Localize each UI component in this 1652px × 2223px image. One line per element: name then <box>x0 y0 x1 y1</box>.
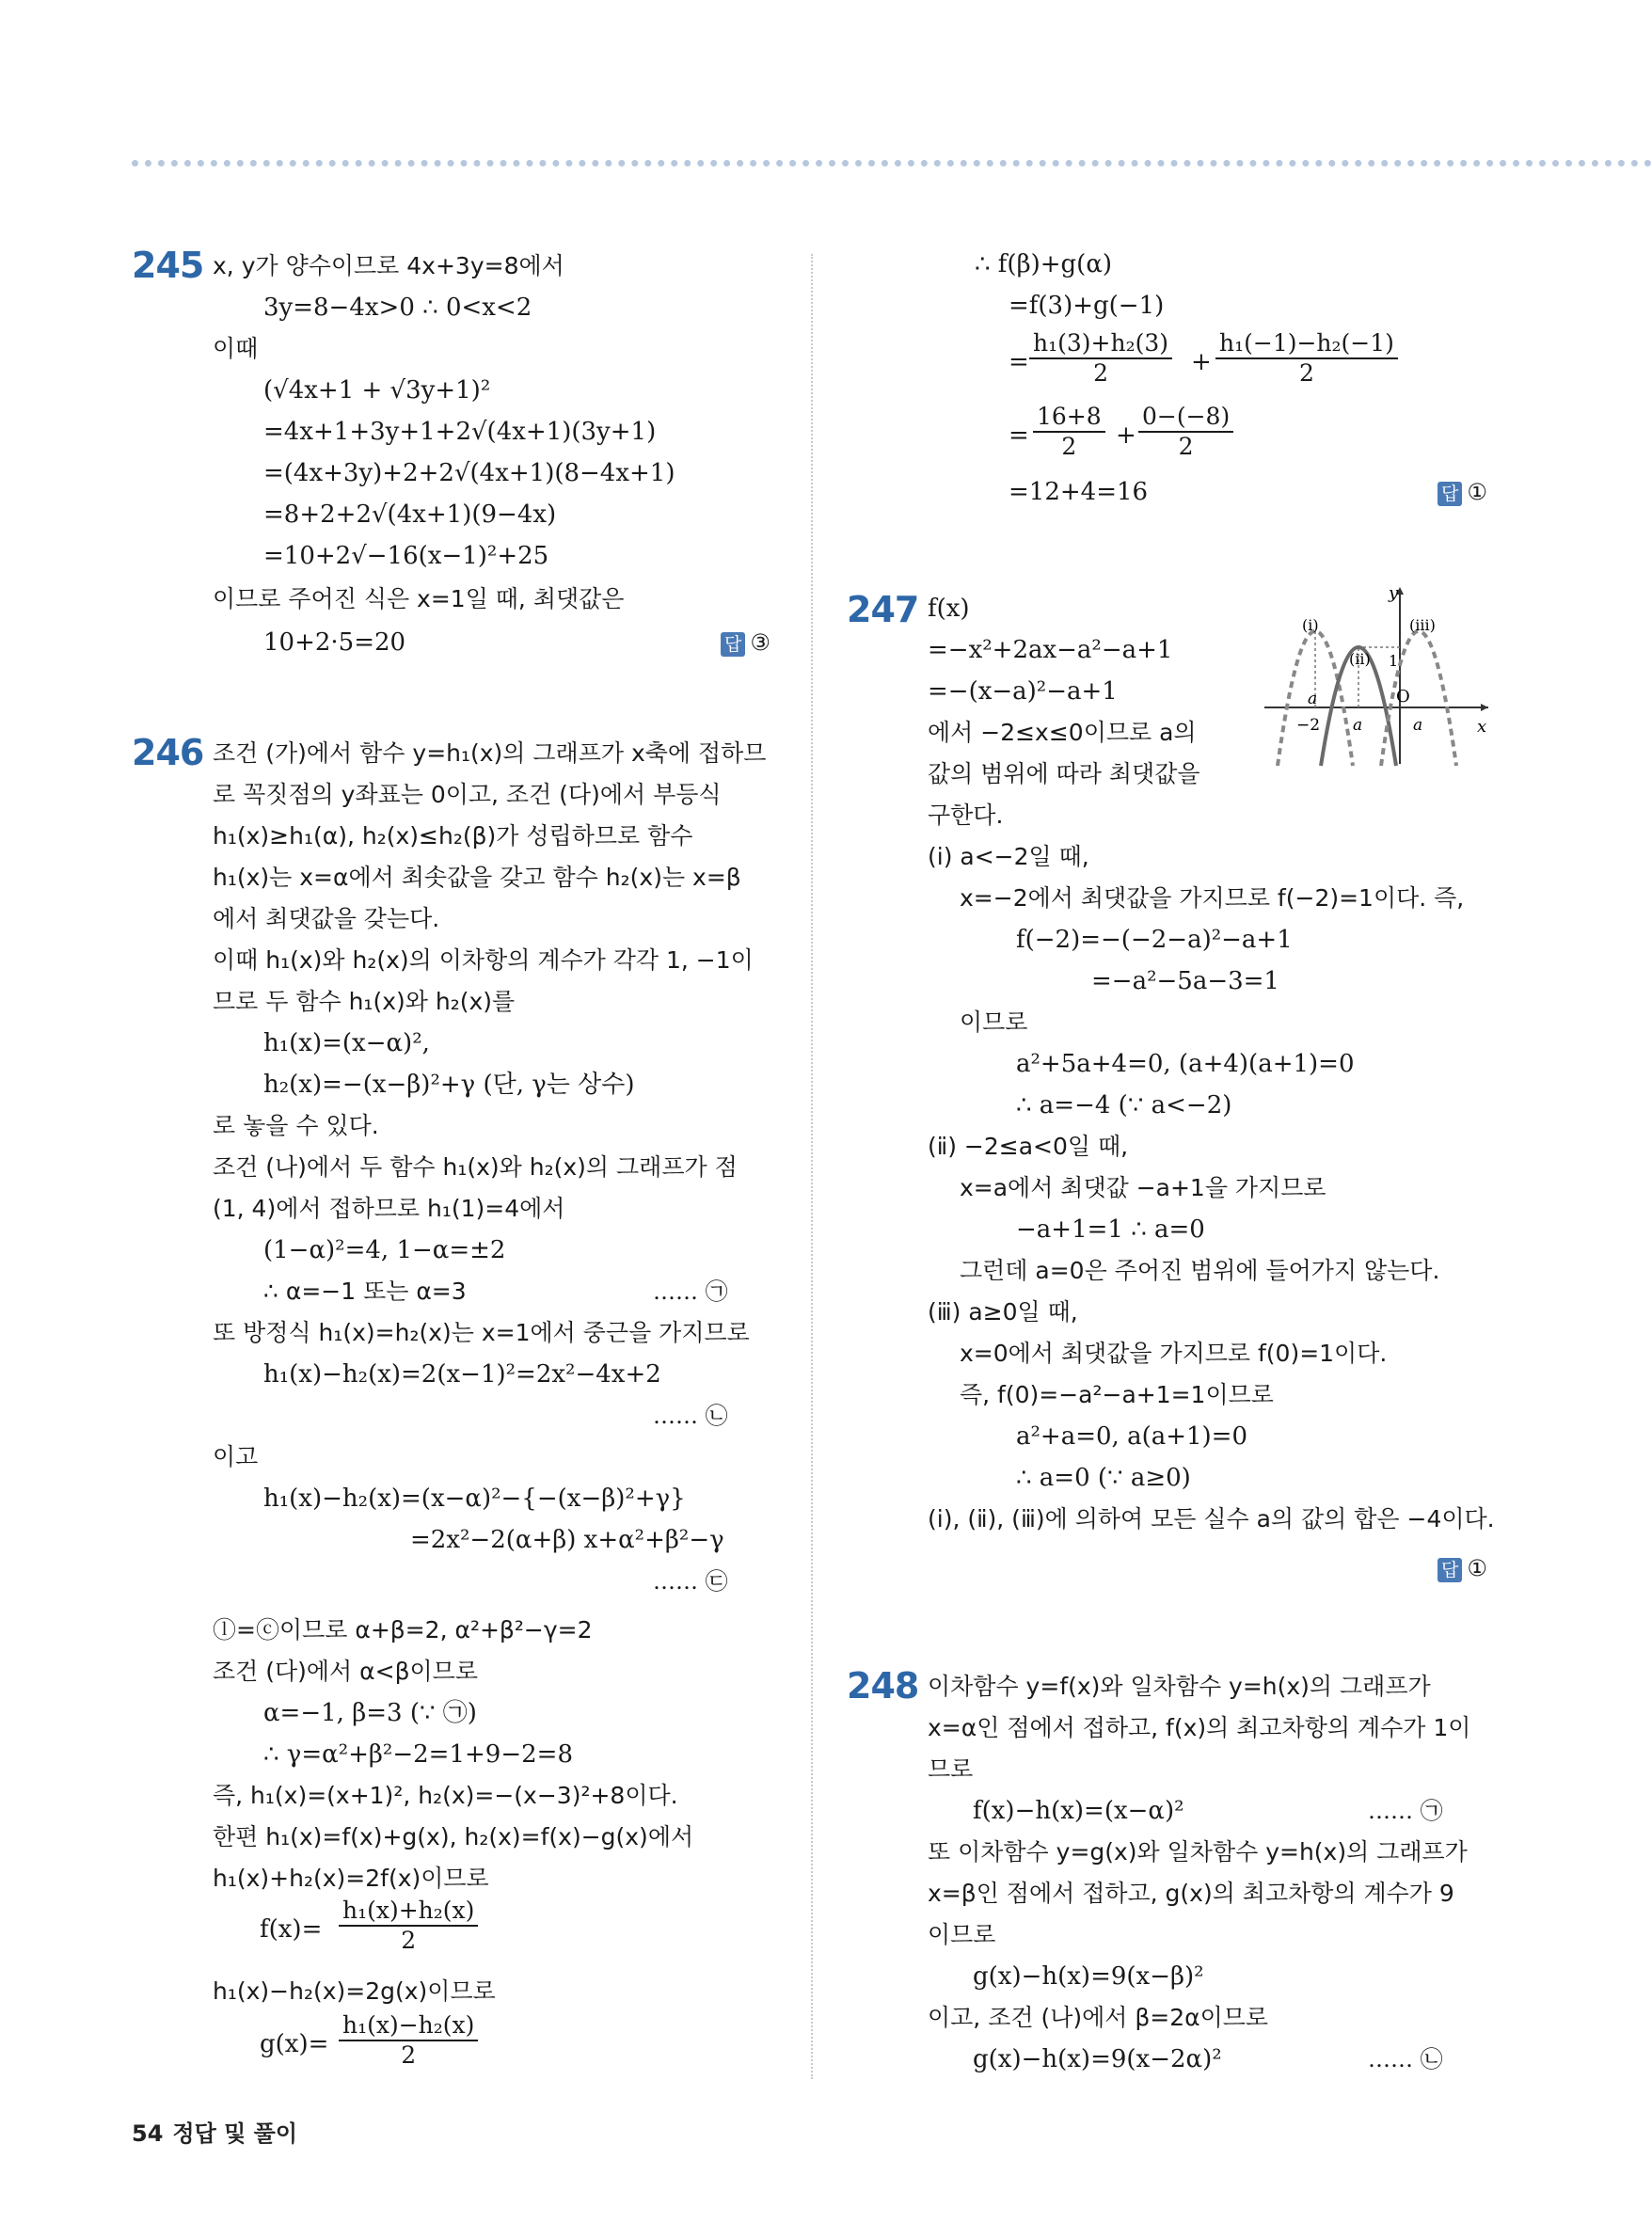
solution-line: 3y=8−4x>0 ∴ 0<x<2 <box>263 294 532 322</box>
equation-marker: …… ㉡ <box>653 1403 728 1429</box>
tick-label: a <box>1308 690 1318 708</box>
fraction-denominator: 2 <box>1093 359 1108 387</box>
column-divider <box>811 254 813 2079</box>
solution-line: x=0에서 최댓값을 가지므로 f(0)=1이다. <box>960 1340 1388 1367</box>
solution-line: =(4x+3y)+2+2√(4x+1)(8−4x+1) <box>263 459 675 487</box>
solution-line: 한편 h₁(x)=f(x)+g(x), h₂(x)=f(x)−g(x)에서 <box>213 1823 694 1850</box>
fraction-denominator: 2 <box>1061 433 1077 460</box>
solution-line: −a+1=1 ∴ a=0 <box>1016 1215 1205 1244</box>
solution-line: =−a²−5a−3=1 <box>1091 967 1279 995</box>
solution-line: 즉, h₁(x)=(x+1)², h₂(x)=−(x−3)²+8이다. <box>213 1782 678 1809</box>
solution-line: =8+2+2√(4x+1)(9−4x) <box>263 500 557 529</box>
solution-line: g(x)−h(x)=9(x−β)² <box>973 1962 1204 1991</box>
solution-line: 조건 (다)에서 α<β이므로 <box>213 1658 478 1685</box>
answer-247 <box>1438 1554 1487 1582</box>
solution-line: 이고, 조건 (나)에서 β=2α이므로 <box>928 2004 1269 2031</box>
answer-value: ③ <box>750 629 770 656</box>
fraction-denominator: 2 <box>401 1927 417 1954</box>
solution-line: 므로 <box>928 1755 974 1783</box>
solution-line: ∴ a=0 (∵ a≥0) <box>1016 1464 1191 1492</box>
solution-line: h₁(x)는 x=α에서 최솟값을 갖고 함수 h₂(x)는 x=β <box>213 864 741 891</box>
solution-line: h₁(x)−h₂(x)=2g(x)이므로 <box>213 1977 496 2005</box>
case-label: (ⅱ) <box>1349 650 1371 668</box>
solution-line: =10+2√−16(x−1)²+25 <box>263 542 549 570</box>
solution-line: h₁(x)≥h₁(α), h₂(x)≤h₂(β)가 성립하므로 함수 <box>213 822 693 850</box>
solution-line: 조건 (가)에서 함수 y=h₁(x)의 그래프가 x축에 접하므 <box>213 739 767 767</box>
solution-line: =−(x−a)²−a+1 <box>928 677 1118 706</box>
fraction-numerator: 0−(−8) <box>1138 403 1233 433</box>
solution-line: 로 꼭짓점의 y좌표는 0이고, 조건 (다)에서 부등식 <box>213 781 722 808</box>
fraction-g <box>339 2011 478 2070</box>
fraction <box>1029 329 1172 388</box>
solution-line: g(x)−h(x)=9(x−2α)² <box>973 2045 1222 2073</box>
solution-line: (ⅱ) −2≤a<0일 때, <box>928 1133 1129 1160</box>
fraction-denominator: 2 <box>1178 433 1194 460</box>
solution-line: 즉, f(0)=−a²−a+1=1이므로 <box>960 1381 1274 1408</box>
answer-value: ① <box>1467 1555 1487 1581</box>
fraction-numerator: h₁(x)+h₂(x) <box>339 1897 478 1927</box>
solution-line: 조건 (나)에서 두 함수 h₁(x)와 h₂(x)의 그래프가 점 <box>213 1153 738 1181</box>
solution-line: 에서 −2≤x≤0이므로 a의 <box>928 719 1197 746</box>
solution-line: h₁(x)−h₂(x)=2(x−1)²=2x²−4x+2 <box>263 1360 661 1389</box>
fraction-numerator: h₁(x)−h₂(x) <box>339 2011 478 2041</box>
solution-line: x=β인 점에서 접하고, g(x)의 최고차항의 계수가 9 <box>928 1880 1454 1907</box>
page-footer <box>132 2115 297 2148</box>
solution-line: ∴ γ=α²+β²−2=1+9−2=8 <box>263 1740 573 1769</box>
fraction-numerator: h₁(−1)−h₂(−1) <box>1215 329 1398 359</box>
solution-line: (ⅲ) a≥0일 때, <box>928 1298 1078 1326</box>
problem-number-248: 248 <box>847 1665 919 1707</box>
solution-line: 이므로 <box>960 1008 1028 1036</box>
solution-line: 또 이차함수 y=g(x)와 일차함수 y=h(x)의 그래프가 <box>928 1838 1468 1866</box>
fraction <box>1215 329 1398 388</box>
solution-line: (ⅰ) a<−2일 때, <box>928 843 1089 870</box>
equals-sign: = <box>1009 348 1029 376</box>
solution-line: x=a에서 최댓값 −a+1을 가지므로 <box>960 1174 1326 1201</box>
solution-line: =4x+1+3y+1+2√(4x+1)(3y+1) <box>263 418 657 446</box>
fraction <box>1033 403 1105 461</box>
tick-label: a <box>1353 716 1363 735</box>
solution-line: (ⅰ), (ⅱ), (ⅲ)에 의하여 모든 실수 a의 값의 합은 −4이다. <box>928 1505 1495 1532</box>
fraction-numerator: 16+8 <box>1033 403 1105 433</box>
solution-line: 10+2·5=20 <box>263 628 406 657</box>
solution-line: x=−2에서 최댓값을 가지므로 f(−2)=1이다. 즉, <box>960 884 1465 912</box>
fraction-denominator: 2 <box>401 2041 417 2069</box>
tick-label: −2 <box>1296 716 1321 735</box>
solution-line: 로 놓을 수 있다. <box>213 1112 379 1139</box>
header-dotted-rule <box>132 160 1652 167</box>
solution-line: (1−α)²=4, 1−α=±2 <box>263 1236 506 1264</box>
solution-line: α=−1, β=3 (∵ ㉠) <box>263 1699 477 1727</box>
answer-246 <box>1438 478 1487 506</box>
solution-line: =f(3)+g(−1) <box>1009 292 1165 320</box>
solution-line: (1, 4)에서 접하므로 h₁(1)=4에서 <box>213 1195 565 1222</box>
plus-sign: + <box>1191 348 1212 376</box>
solution-line: 구한다. <box>928 802 1004 829</box>
plus-sign: + <box>1116 421 1136 450</box>
solution-line: ∴ f(β)+g(α) <box>975 250 1113 278</box>
solution-line: =−x²+2ax−a²−a+1 <box>928 636 1173 664</box>
parabola-graph <box>1259 581 1494 770</box>
fraction-f <box>339 1897 478 1955</box>
equation-marker: …… ㉠ <box>653 1278 728 1305</box>
page-number: 54 <box>132 2120 164 2147</box>
origin-label: O <box>1396 687 1410 707</box>
solution-line: =2x²−2(α+β) x+α²+β²−γ <box>410 1526 724 1554</box>
equation-marker: …… ㉢ <box>653 1568 728 1595</box>
solution-line: 이고 <box>213 1443 259 1470</box>
solution-line: ⓛ=ⓒ이므로 α+β=2, α²+β²−γ=2 <box>213 1616 593 1643</box>
tick-label: a <box>1413 716 1423 735</box>
case-label: (ⅰ) <box>1302 616 1319 634</box>
answer-badge: 답 <box>1438 482 1462 506</box>
solution-line: h₁(x)=(x−α)², <box>263 1029 430 1057</box>
case-label: (ⅲ) <box>1409 616 1436 634</box>
answer-value: ① <box>1467 479 1487 505</box>
solution-line: 므로 두 함수 h₁(x)와 h₂(x)를 <box>213 988 516 1015</box>
tick-label: 1 <box>1389 652 1399 670</box>
solution-line: =12+4=16 <box>1009 478 1149 506</box>
x-axis-label: x <box>1477 717 1487 737</box>
solution-line: x, y가 양수이므로 4x+3y=8에서 <box>213 252 564 279</box>
fraction-lhs: f(x)= <box>260 1915 323 1944</box>
solution-line: h₂(x)=−(x−β)²+γ (단, γ는 상수) <box>263 1071 635 1099</box>
solution-line: h₁(x)−h₂(x)=(x−α)²−{−(x−β)²+γ} <box>263 1485 686 1513</box>
solution-line: ∴ a=−4 (∵ a<−2) <box>1016 1091 1232 1119</box>
solution-line: 에서 최댓값을 갖는다. <box>213 905 440 932</box>
solution-line: 그런데 a=0은 주어진 범위에 들어가지 않는다. <box>960 1257 1440 1284</box>
solution-line: 값의 범위에 따라 최댓값을 <box>928 760 1200 787</box>
problem-number-245: 245 <box>132 245 204 286</box>
solution-line: 이차함수 y=f(x)와 일차함수 y=h(x)의 그래프가 <box>928 1673 1431 1700</box>
solution-line: 이때 <box>213 335 259 362</box>
solution-line: f(x)−h(x)=(x−α)² <box>973 1797 1184 1825</box>
equals-sign: = <box>1009 421 1029 450</box>
solution-line: ∴ α=−1 또는 α=3 <box>263 1278 467 1305</box>
solution-line: x=α인 점에서 접하고, f(x)의 최고차항의 계수가 1이 <box>928 1714 1471 1741</box>
solution-line: 이므로 주어진 식은 x=1일 때, 최댓값은 <box>213 585 625 612</box>
fraction <box>1138 403 1233 461</box>
solution-line: a²+5a+4=0, (a+4)(a+1)=0 <box>1016 1050 1355 1078</box>
solution-line: 이므로 <box>928 1921 996 1948</box>
problem-number-246: 246 <box>132 732 204 773</box>
answer-badge: 답 <box>721 632 745 657</box>
solution-line: a²+a=0, a(a+1)=0 <box>1016 1422 1248 1451</box>
problem-number-247: 247 <box>847 589 919 630</box>
fraction-lhs: g(x)= <box>260 2030 329 2058</box>
solution-line: f(x) <box>928 595 970 623</box>
fraction-denominator: 2 <box>1299 359 1314 387</box>
y-axis-label: y <box>1389 583 1399 603</box>
solution-line: h₁(x)+h₂(x)=2f(x)이므로 <box>213 1865 489 1892</box>
solution-line: (√4x+1 + √3y+1)² <box>263 376 491 405</box>
x-axis-arrow <box>1481 704 1488 711</box>
answer-badge: 답 <box>1438 1558 1462 1582</box>
solution-line: f(−2)=−(−2−a)²−a+1 <box>1016 926 1293 954</box>
section-title: 정답 및 풀이 <box>172 2120 298 2147</box>
equation-marker: …… ㉡ <box>1368 2046 1443 2072</box>
answer-245 <box>721 628 770 657</box>
fraction-numerator: h₁(3)+h₂(3) <box>1029 329 1172 359</box>
solution-line: 또 방정식 h₁(x)=h₂(x)는 x=1에서 중근을 가지므로 <box>213 1319 750 1346</box>
equation-marker: …… ㉠ <box>1368 1798 1443 1824</box>
solution-line: 이때 h₁(x)와 h₂(x)의 이차항의 계수가 각각 1, −1이 <box>213 946 754 974</box>
